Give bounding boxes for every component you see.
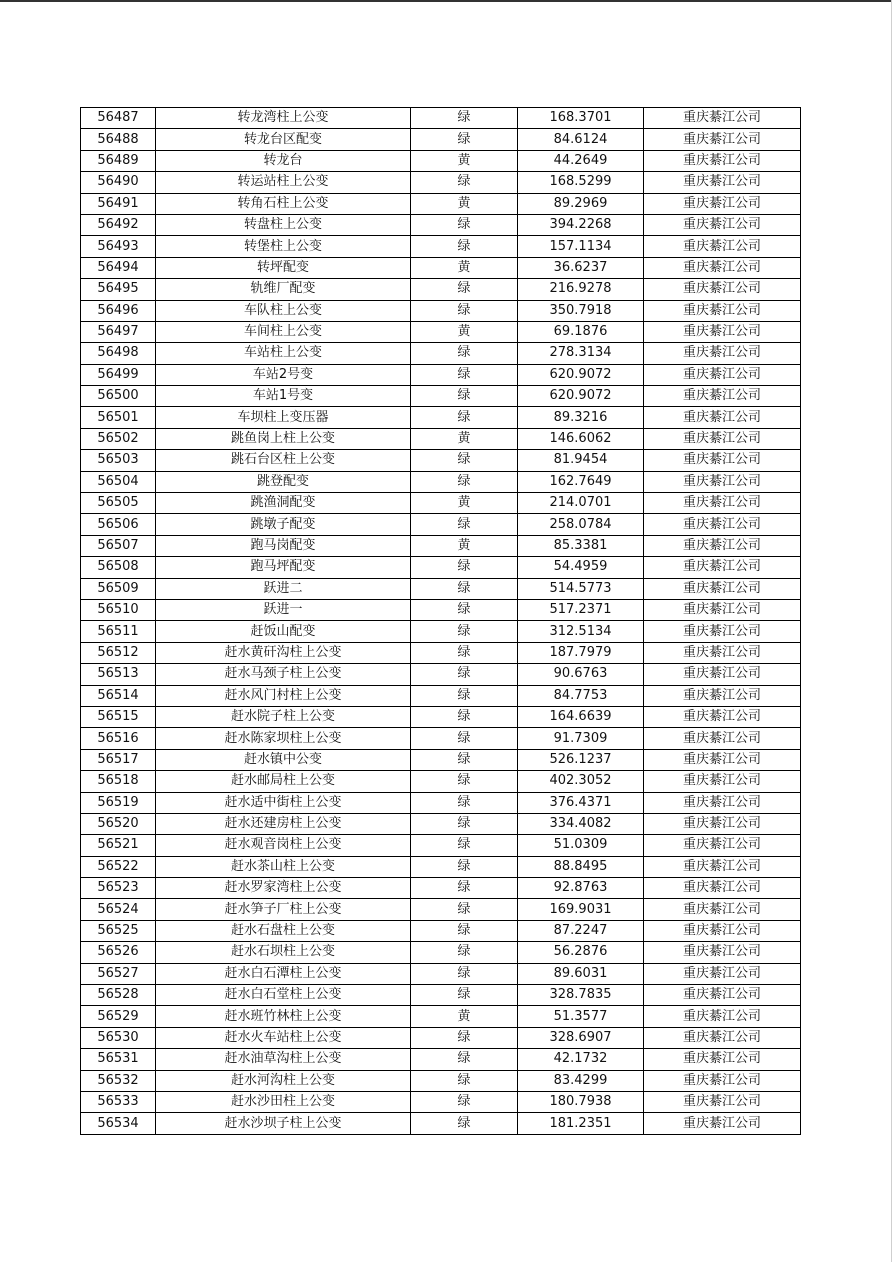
company-cell: 重庆綦江公司 xyxy=(644,1113,801,1134)
status-color-cell: 绿 xyxy=(411,471,518,492)
status-color-cell: 绿 xyxy=(411,749,518,770)
value-cell: 526.1237 xyxy=(518,749,644,770)
status-color-cell: 绿 xyxy=(411,835,518,856)
row-id-cell: 56491 xyxy=(81,193,156,214)
company-cell: 重庆綦江公司 xyxy=(644,236,801,257)
company-cell: 重庆綦江公司 xyxy=(644,172,801,193)
company-cell: 重庆綦江公司 xyxy=(644,535,801,556)
transformer-name-cell: 赶水茶山柱上公变 xyxy=(156,856,411,877)
value-cell: 278.3134 xyxy=(518,343,644,364)
transformer-name-cell: 赶水笋子厂柱上公变 xyxy=(156,899,411,920)
transformer-name-cell: 赶水黄矸沟柱上公变 xyxy=(156,642,411,663)
row-id-cell: 56529 xyxy=(81,1006,156,1027)
status-color-cell: 绿 xyxy=(411,706,518,727)
row-id-cell: 56524 xyxy=(81,899,156,920)
table-row xyxy=(81,878,801,899)
row-id-cell: 56520 xyxy=(81,813,156,834)
transformer-name-cell: 跳渔洞配变 xyxy=(156,493,411,514)
status-color-cell: 绿 xyxy=(411,450,518,471)
value-cell: 162.7649 xyxy=(518,471,644,492)
table-row xyxy=(81,493,801,514)
table-row xyxy=(81,1070,801,1091)
table-row xyxy=(81,386,801,407)
table-row xyxy=(81,257,801,278)
status-color-cell: 绿 xyxy=(411,279,518,300)
value-cell: 157.1134 xyxy=(518,236,644,257)
row-id-cell: 56527 xyxy=(81,963,156,984)
row-id-cell: 56511 xyxy=(81,621,156,642)
status-color-cell: 绿 xyxy=(411,621,518,642)
row-id-cell: 56523 xyxy=(81,878,156,899)
table-row xyxy=(81,321,801,342)
value-cell: 83.4299 xyxy=(518,1070,644,1091)
value-cell: 180.7938 xyxy=(518,1091,644,1112)
transformer-name-cell: 转龙湾柱上公变 xyxy=(156,108,411,129)
value-cell: 214.0701 xyxy=(518,493,644,514)
transformer-name-cell: 车站1号变 xyxy=(156,386,411,407)
value-cell: 164.6639 xyxy=(518,706,644,727)
transformer-name-cell: 跳登配变 xyxy=(156,471,411,492)
status-color-cell: 绿 xyxy=(411,364,518,385)
value-cell: 328.7835 xyxy=(518,985,644,1006)
company-cell: 重庆綦江公司 xyxy=(644,493,801,514)
table-row xyxy=(81,343,801,364)
company-cell: 重庆綦江公司 xyxy=(644,920,801,941)
company-cell: 重庆綦江公司 xyxy=(644,899,801,920)
company-cell: 重庆綦江公司 xyxy=(644,150,801,171)
transformer-name-cell: 赶水院子柱上公变 xyxy=(156,706,411,727)
transformer-name-cell: 赶水镇中公变 xyxy=(156,749,411,770)
table-row xyxy=(81,471,801,492)
transformer-table xyxy=(80,107,801,1135)
company-cell: 重庆綦江公司 xyxy=(644,321,801,342)
row-id-cell: 56521 xyxy=(81,835,156,856)
company-cell: 重庆綦江公司 xyxy=(644,428,801,449)
company-cell: 重庆綦江公司 xyxy=(644,257,801,278)
company-cell: 重庆綦江公司 xyxy=(644,728,801,749)
transformer-name-cell: 跃进二 xyxy=(156,578,411,599)
row-id-cell: 56533 xyxy=(81,1091,156,1112)
transformer-name-cell: 赶水观音岗柱上公变 xyxy=(156,835,411,856)
status-color-cell: 黄 xyxy=(411,428,518,449)
row-id-cell: 56490 xyxy=(81,172,156,193)
table-row xyxy=(81,172,801,193)
transformer-name-cell: 赶水沙坝子柱上公变 xyxy=(156,1113,411,1134)
status-color-cell: 绿 xyxy=(411,300,518,321)
value-cell: 90.6763 xyxy=(518,664,644,685)
status-color-cell: 绿 xyxy=(411,813,518,834)
row-id-cell: 56510 xyxy=(81,599,156,620)
company-cell: 重庆綦江公司 xyxy=(644,771,801,792)
table-row xyxy=(81,728,801,749)
table-row xyxy=(81,236,801,257)
row-id-cell: 56515 xyxy=(81,706,156,727)
company-cell: 重庆綦江公司 xyxy=(644,557,801,578)
page-top-border xyxy=(0,0,892,2)
company-cell: 重庆綦江公司 xyxy=(644,985,801,1006)
company-cell: 重庆綦江公司 xyxy=(644,407,801,428)
status-color-cell: 绿 xyxy=(411,1027,518,1048)
row-id-cell: 56505 xyxy=(81,493,156,514)
company-cell: 重庆綦江公司 xyxy=(644,343,801,364)
transformer-name-cell: 车队柱上公变 xyxy=(156,300,411,321)
status-color-cell: 绿 xyxy=(411,557,518,578)
company-cell: 重庆綦江公司 xyxy=(644,193,801,214)
table-row xyxy=(81,792,801,813)
value-cell: 376.4371 xyxy=(518,792,644,813)
table-row xyxy=(81,1113,801,1134)
transformer-name-cell: 车坝柱上变压器 xyxy=(156,407,411,428)
value-cell: 394.2268 xyxy=(518,214,644,235)
transformer-name-cell: 赶水还建房柱上公变 xyxy=(156,813,411,834)
row-id-cell: 56528 xyxy=(81,985,156,1006)
value-cell: 54.4959 xyxy=(518,557,644,578)
transformer-name-cell: 轨维厂配变 xyxy=(156,279,411,300)
company-cell: 重庆綦江公司 xyxy=(644,1006,801,1027)
status-color-cell: 绿 xyxy=(411,664,518,685)
value-cell: 169.9031 xyxy=(518,899,644,920)
row-id-cell: 56512 xyxy=(81,642,156,663)
transformer-name-cell: 跳鱼岗上柱上公变 xyxy=(156,428,411,449)
status-color-cell: 绿 xyxy=(411,214,518,235)
table-body xyxy=(81,108,801,1135)
value-cell: 69.1876 xyxy=(518,321,644,342)
transformer-name-cell: 赶水石坝柱上公变 xyxy=(156,942,411,963)
value-cell: 312.5134 xyxy=(518,621,644,642)
status-color-cell: 绿 xyxy=(411,878,518,899)
table-row xyxy=(81,150,801,171)
value-cell: 87.2247 xyxy=(518,920,644,941)
row-id-cell: 56516 xyxy=(81,728,156,749)
company-cell: 重庆綦江公司 xyxy=(644,514,801,535)
status-color-cell: 黄 xyxy=(411,150,518,171)
transformer-name-cell: 车间柱上公变 xyxy=(156,321,411,342)
status-color-cell: 绿 xyxy=(411,856,518,877)
transformer-name-cell: 转龙台 xyxy=(156,150,411,171)
company-cell: 重庆綦江公司 xyxy=(644,621,801,642)
status-color-cell: 绿 xyxy=(411,129,518,150)
value-cell: 85.3381 xyxy=(518,535,644,556)
company-cell: 重庆綦江公司 xyxy=(644,300,801,321)
company-cell: 重庆綦江公司 xyxy=(644,279,801,300)
table-row xyxy=(81,621,801,642)
transformer-name-cell: 赶水火车站柱上公变 xyxy=(156,1027,411,1048)
company-cell: 重庆綦江公司 xyxy=(644,749,801,770)
row-id-cell: 56518 xyxy=(81,771,156,792)
value-cell: 187.7979 xyxy=(518,642,644,663)
transformer-name-cell: 转运站柱上公变 xyxy=(156,172,411,193)
row-id-cell: 56508 xyxy=(81,557,156,578)
row-id-cell: 56500 xyxy=(81,386,156,407)
table-row xyxy=(81,364,801,385)
value-cell: 44.2649 xyxy=(518,150,644,171)
table-row xyxy=(81,1049,801,1070)
transformer-name-cell: 赶水白石堂柱上公变 xyxy=(156,985,411,1006)
value-cell: 84.7753 xyxy=(518,685,644,706)
status-color-cell: 绿 xyxy=(411,599,518,620)
transformer-name-cell: 跑马坪配变 xyxy=(156,557,411,578)
row-id-cell: 56492 xyxy=(81,214,156,235)
transformer-name-cell: 转龙台区配变 xyxy=(156,129,411,150)
status-color-cell: 绿 xyxy=(411,728,518,749)
status-color-cell: 绿 xyxy=(411,343,518,364)
value-cell: 168.3701 xyxy=(518,108,644,129)
row-id-cell: 56517 xyxy=(81,749,156,770)
table-row xyxy=(81,963,801,984)
company-cell: 重庆綦江公司 xyxy=(644,129,801,150)
table-row xyxy=(81,129,801,150)
company-cell: 重庆綦江公司 xyxy=(644,963,801,984)
transformer-name-cell: 转盘柱上公变 xyxy=(156,214,411,235)
company-cell: 重庆綦江公司 xyxy=(644,364,801,385)
status-color-cell: 绿 xyxy=(411,985,518,1006)
table-row xyxy=(81,428,801,449)
status-color-cell: 绿 xyxy=(411,386,518,407)
value-cell: 168.5299 xyxy=(518,172,644,193)
table-row xyxy=(81,1091,801,1112)
status-color-cell: 黄 xyxy=(411,1006,518,1027)
status-color-cell: 绿 xyxy=(411,1113,518,1134)
table-row xyxy=(81,193,801,214)
company-cell: 重庆綦江公司 xyxy=(644,1027,801,1048)
status-color-cell: 绿 xyxy=(411,172,518,193)
table-row xyxy=(81,771,801,792)
transformer-name-cell: 赶水邮局柱上公变 xyxy=(156,771,411,792)
row-id-cell: 56493 xyxy=(81,236,156,257)
table-row xyxy=(81,664,801,685)
row-id-cell: 56502 xyxy=(81,428,156,449)
status-color-cell: 绿 xyxy=(411,1091,518,1112)
value-cell: 216.9278 xyxy=(518,279,644,300)
value-cell: 42.1732 xyxy=(518,1049,644,1070)
status-color-cell: 绿 xyxy=(411,236,518,257)
value-cell: 91.7309 xyxy=(518,728,644,749)
transformer-name-cell: 赶水油草沟柱上公变 xyxy=(156,1049,411,1070)
row-id-cell: 56534 xyxy=(81,1113,156,1134)
transformer-name-cell: 赶水白石潭柱上公变 xyxy=(156,963,411,984)
row-id-cell: 56507 xyxy=(81,535,156,556)
table-row xyxy=(81,108,801,129)
status-color-cell: 黄 xyxy=(411,535,518,556)
table-row xyxy=(81,920,801,941)
row-id-cell: 56509 xyxy=(81,578,156,599)
value-cell: 620.9072 xyxy=(518,386,644,407)
status-color-cell: 黄 xyxy=(411,321,518,342)
status-color-cell: 黄 xyxy=(411,257,518,278)
row-id-cell: 56498 xyxy=(81,343,156,364)
table-row xyxy=(81,514,801,535)
company-cell: 重庆綦江公司 xyxy=(644,214,801,235)
row-id-cell: 56503 xyxy=(81,450,156,471)
table-row xyxy=(81,407,801,428)
row-id-cell: 56526 xyxy=(81,942,156,963)
transformer-name-cell: 车站柱上公变 xyxy=(156,343,411,364)
table-row xyxy=(81,1027,801,1048)
transformer-name-cell: 赶水适中街柱上公变 xyxy=(156,792,411,813)
row-id-cell: 56488 xyxy=(81,129,156,150)
row-id-cell: 56525 xyxy=(81,920,156,941)
table-row xyxy=(81,578,801,599)
table-row xyxy=(81,706,801,727)
status-color-cell: 绿 xyxy=(411,685,518,706)
row-id-cell: 56489 xyxy=(81,150,156,171)
table-row xyxy=(81,942,801,963)
table-row xyxy=(81,642,801,663)
row-id-cell: 56531 xyxy=(81,1049,156,1070)
table-row xyxy=(81,557,801,578)
value-cell: 56.2876 xyxy=(518,942,644,963)
status-color-cell: 绿 xyxy=(411,1070,518,1091)
value-cell: 89.2969 xyxy=(518,193,644,214)
company-cell: 重庆綦江公司 xyxy=(644,386,801,407)
transformer-name-cell: 赶水罗家湾柱上公变 xyxy=(156,878,411,899)
status-color-cell: 绿 xyxy=(411,899,518,920)
table-row xyxy=(81,985,801,1006)
table-row xyxy=(81,685,801,706)
table-row xyxy=(81,599,801,620)
value-cell: 146.6062 xyxy=(518,428,644,449)
company-cell: 重庆綦江公司 xyxy=(644,835,801,856)
value-cell: 36.6237 xyxy=(518,257,644,278)
company-cell: 重庆綦江公司 xyxy=(644,878,801,899)
row-id-cell: 56494 xyxy=(81,257,156,278)
status-color-cell: 绿 xyxy=(411,108,518,129)
status-color-cell: 绿 xyxy=(411,771,518,792)
company-cell: 重庆綦江公司 xyxy=(644,578,801,599)
value-cell: 514.5773 xyxy=(518,578,644,599)
transformer-name-cell: 赶水陈家坝柱上公变 xyxy=(156,728,411,749)
value-cell: 517.2371 xyxy=(518,599,644,620)
status-color-cell: 绿 xyxy=(411,963,518,984)
row-id-cell: 56514 xyxy=(81,685,156,706)
status-color-cell: 黄 xyxy=(411,193,518,214)
company-cell: 重庆綦江公司 xyxy=(644,664,801,685)
row-id-cell: 56497 xyxy=(81,321,156,342)
value-cell: 350.7918 xyxy=(518,300,644,321)
table-row xyxy=(81,300,801,321)
row-id-cell: 56519 xyxy=(81,792,156,813)
transformer-name-cell: 转坪配变 xyxy=(156,257,411,278)
table-row xyxy=(81,279,801,300)
company-cell: 重庆綦江公司 xyxy=(644,1091,801,1112)
row-id-cell: 56513 xyxy=(81,664,156,685)
row-id-cell: 56504 xyxy=(81,471,156,492)
company-cell: 重庆綦江公司 xyxy=(644,471,801,492)
transformer-name-cell: 赶水沙田柱上公变 xyxy=(156,1091,411,1112)
value-cell: 88.8495 xyxy=(518,856,644,877)
value-cell: 620.9072 xyxy=(518,364,644,385)
transformer-name-cell: 车站2号变 xyxy=(156,364,411,385)
row-id-cell: 56522 xyxy=(81,856,156,877)
row-id-cell: 56530 xyxy=(81,1027,156,1048)
company-cell: 重庆綦江公司 xyxy=(644,813,801,834)
company-cell: 重庆綦江公司 xyxy=(644,450,801,471)
transformer-name-cell: 转堡柱上公变 xyxy=(156,236,411,257)
row-id-cell: 56532 xyxy=(81,1070,156,1091)
table-row xyxy=(81,856,801,877)
value-cell: 89.3216 xyxy=(518,407,644,428)
status-color-cell: 黄 xyxy=(411,493,518,514)
table-row xyxy=(81,835,801,856)
row-id-cell: 56495 xyxy=(81,279,156,300)
row-id-cell: 56506 xyxy=(81,514,156,535)
status-color-cell: 绿 xyxy=(411,1049,518,1070)
transformer-name-cell: 赶水风门村柱上公变 xyxy=(156,685,411,706)
row-id-cell: 56496 xyxy=(81,300,156,321)
status-color-cell: 绿 xyxy=(411,920,518,941)
transformer-name-cell: 转角石柱上公变 xyxy=(156,193,411,214)
company-cell: 重庆綦江公司 xyxy=(644,792,801,813)
company-cell: 重庆綦江公司 xyxy=(644,108,801,129)
table-row xyxy=(81,813,801,834)
value-cell: 81.9454 xyxy=(518,450,644,471)
value-cell: 334.4082 xyxy=(518,813,644,834)
table-row xyxy=(81,899,801,920)
company-cell: 重庆綦江公司 xyxy=(644,1070,801,1091)
row-id-cell: 56499 xyxy=(81,364,156,385)
status-color-cell: 绿 xyxy=(411,642,518,663)
table-row xyxy=(81,535,801,556)
table-row xyxy=(81,450,801,471)
value-cell: 51.3577 xyxy=(518,1006,644,1027)
row-id-cell: 56501 xyxy=(81,407,156,428)
status-color-cell: 绿 xyxy=(411,514,518,535)
table-row xyxy=(81,214,801,235)
company-cell: 重庆綦江公司 xyxy=(644,642,801,663)
value-cell: 92.8763 xyxy=(518,878,644,899)
status-color-cell: 绿 xyxy=(411,792,518,813)
company-cell: 重庆綦江公司 xyxy=(644,685,801,706)
transformer-name-cell: 赶饭山配变 xyxy=(156,621,411,642)
company-cell: 重庆綦江公司 xyxy=(644,856,801,877)
company-cell: 重庆綦江公司 xyxy=(644,706,801,727)
company-cell: 重庆綦江公司 xyxy=(644,1049,801,1070)
status-color-cell: 绿 xyxy=(411,407,518,428)
value-cell: 51.0309 xyxy=(518,835,644,856)
value-cell: 328.6907 xyxy=(518,1027,644,1048)
status-color-cell: 绿 xyxy=(411,942,518,963)
row-id-cell: 56487 xyxy=(81,108,156,129)
transformer-name-cell: 跃进一 xyxy=(156,599,411,620)
value-cell: 402.3052 xyxy=(518,771,644,792)
transformer-name-cell: 跳墩子配变 xyxy=(156,514,411,535)
table-row xyxy=(81,1006,801,1027)
transformer-name-cell: 赶水河沟柱上公变 xyxy=(156,1070,411,1091)
value-cell: 181.2351 xyxy=(518,1113,644,1134)
value-cell: 89.6031 xyxy=(518,963,644,984)
company-cell: 重庆綦江公司 xyxy=(644,942,801,963)
transformer-name-cell: 赶水石盘柱上公变 xyxy=(156,920,411,941)
transformer-name-cell: 赶水马颈子柱上公变 xyxy=(156,664,411,685)
transformer-name-cell: 跑马岗配变 xyxy=(156,535,411,556)
status-color-cell: 绿 xyxy=(411,578,518,599)
company-cell: 重庆綦江公司 xyxy=(644,599,801,620)
table-row xyxy=(81,749,801,770)
value-cell: 84.6124 xyxy=(518,129,644,150)
value-cell: 258.0784 xyxy=(518,514,644,535)
transformer-name-cell: 跳石台区柱上公变 xyxy=(156,450,411,471)
transformer-name-cell: 赶水班竹林柱上公变 xyxy=(156,1006,411,1027)
